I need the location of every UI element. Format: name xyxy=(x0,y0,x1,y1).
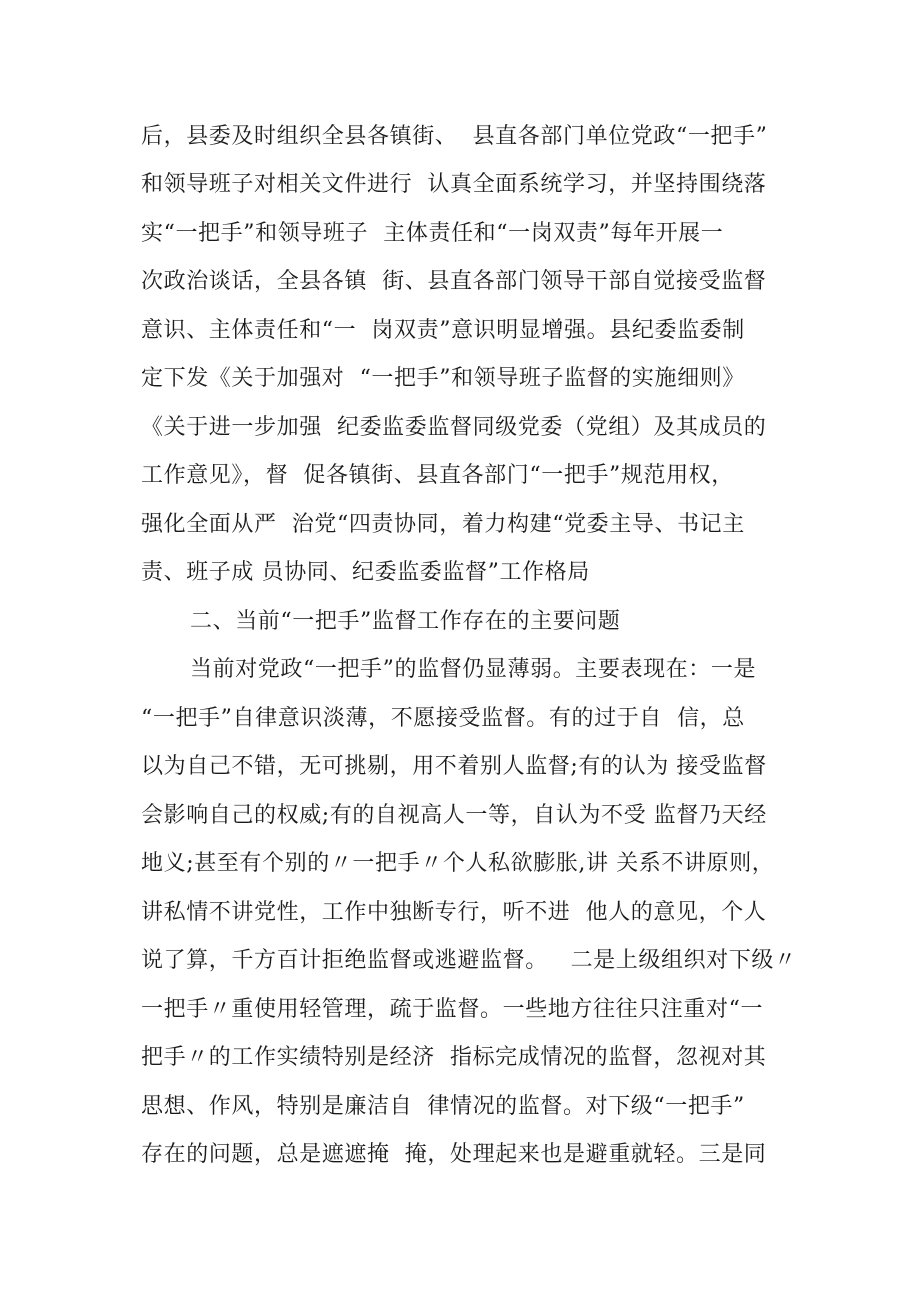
section-heading: 二、当前“一把手”监督工作存在的主要问题 xyxy=(190,609,621,634)
text-line: 和领导班子对相关文件进行 认真全面系统学习，并坚持围绕落 xyxy=(141,172,767,197)
text-line: 工作意见》，督 促各镇街、县直各部门“一把手”规范用权， xyxy=(141,463,734,488)
text-line: 实“一把手”和领导班子 主体责任和“一岗双责”每年开展一 xyxy=(141,221,724,246)
text-line: 讲私情不讲党性，工作中独断专行，听不进 他人的意见，个人 xyxy=(141,900,767,925)
text-line: 地义;甚至有个别的〃一把手〃个人私欲膨胀,讲 关系不讲原则， xyxy=(141,851,775,876)
text-line: 次政治谈话，全县各镇 街、县直各部门领导干部自觉接受监督 xyxy=(141,269,767,294)
text-line: 一把手〃重使用轻管理，疏于监督。一些地方往往只注重对“一 xyxy=(141,997,764,1022)
text-line: 责、班子成 员协同、纪委监委监督”工作格局 xyxy=(141,560,590,585)
text-line: 把手〃的工作实绩特别是经济 指标完成情况的监督，忽视对其 xyxy=(141,1045,767,1070)
text-line: 《关于进一步加强 纪委监委监督同级党委（党组）及其成员的 xyxy=(141,415,767,440)
text-line: 强化全面从严 治党“四责协同，着力构建“党委主导、书记主 xyxy=(141,512,745,537)
text-line: 以为自己不错，无可挑剔，用不着别人监督;有的认为 接受监督 xyxy=(141,754,767,779)
paragraph-first-line: 当前对党政“一把手”的监督仍显薄弱。主要表现在：一是 xyxy=(190,657,757,682)
text-line: 说了算，千方百计拒绝监督或逃避监督。 二是上级组织对下级〃 xyxy=(141,948,797,973)
text-line: 会影响自己的权威;有的自视高人一等，自认为不受 监督乃天经 xyxy=(141,803,767,828)
text-line: 定下发《关于加强对 “一把手”和领导班子监督的实施细则》 xyxy=(141,366,745,391)
text-line: 后，县委及时组织全县各镇街、 县直各部门单位党政“一把手” xyxy=(141,124,768,149)
text-line: 思想、作风，特别是廉洁自 律情况的监督。对下级“一把手” xyxy=(141,1094,745,1119)
text-line: “一把手”自律意识淡薄，不愿接受监督。有的过于自 信，总 xyxy=(141,706,745,731)
text-line: 意识、主体责任和“一 岗双责”意识明显增强。县纪委监委制 xyxy=(141,318,745,343)
text-line: 存在的问题，总是遮遮掩 掩，处理起来也是避重就轻。三是同 xyxy=(141,1142,767,1167)
